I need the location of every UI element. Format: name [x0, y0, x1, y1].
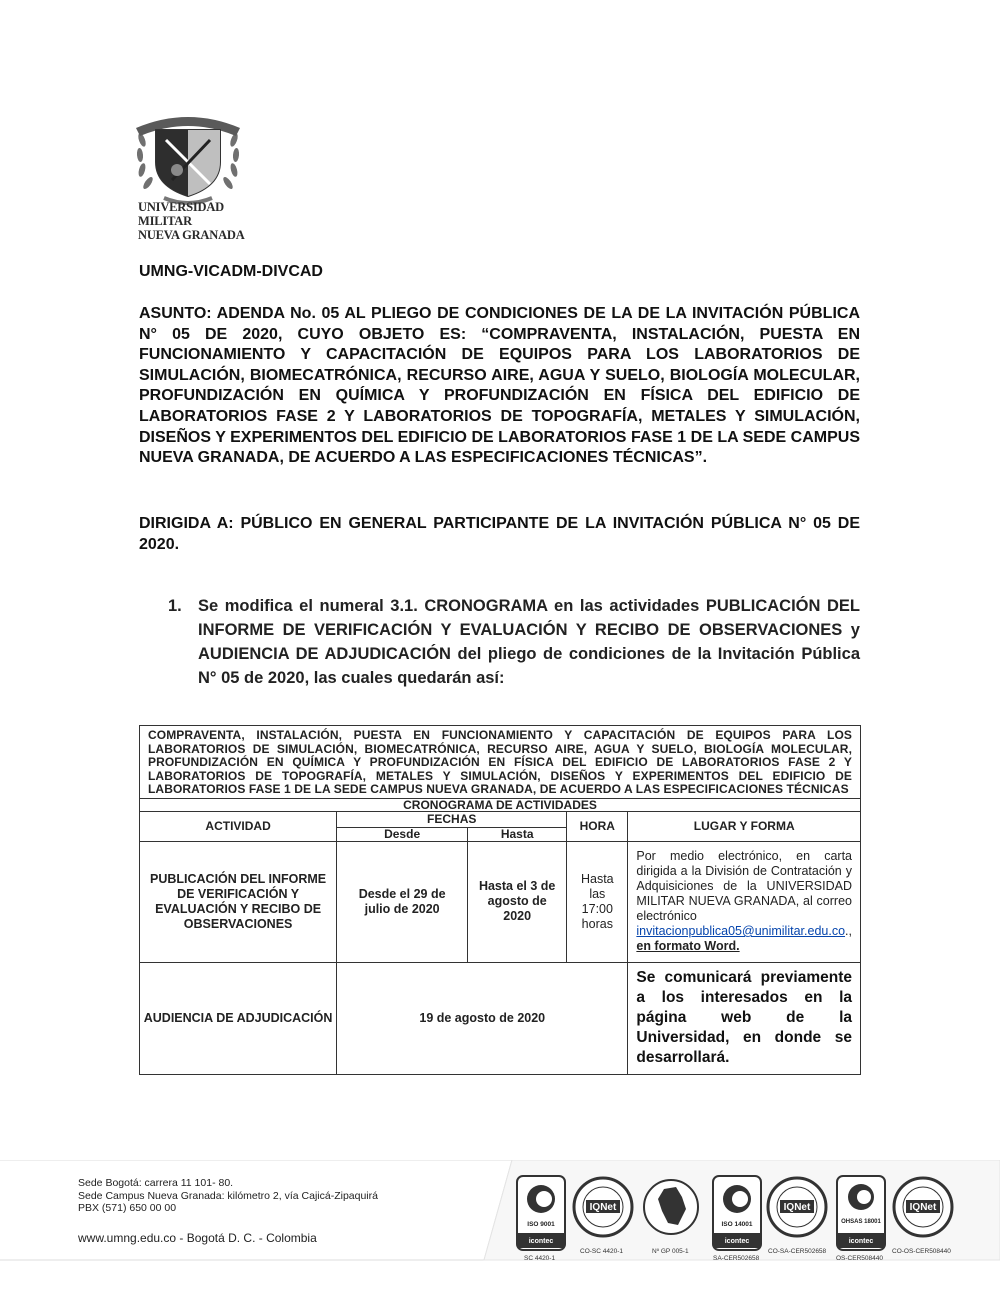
icontec-ohsas18001-icon — [836, 1175, 886, 1251]
certification-logos — [516, 1175, 956, 1265]
cert4-badge: ISO 14001 — [721, 1221, 753, 1228]
cert-code: OS-CER508440 — [836, 1255, 883, 1262]
cert6-badge: OHSAS 18001 — [841, 1219, 881, 1225]
iqnet-certified-icon — [766, 1175, 828, 1249]
cert-code: Nº GP 005-1 — [652, 1248, 689, 1255]
footer-line2: Sede Campus Nueva Granada: kilómetro 2, vía Cajicá-Zipaquirá — [78, 1189, 378, 1202]
table-row — [140, 841, 861, 962]
item-number: 1. — [168, 597, 182, 615]
subject-paragraph: ASUNTO: ADENDA No. 05 AL PLIEGO DE CONDICIONES DE LA DE LA INVITACIÓN PÚBLICA N° 05 DE 2020, CUYO OBJETO ES: “COMPRAVENTA, INSTALACIÓN, PUESTA EN FUNCIONAMIENTO Y CAPACITACIÓN DE EQUIPOS PARA LOS LABORATORIOS DE SIMULACIÓN, BIOMECATRÓNICA, RECURSO AIRE, AGUA Y SUELO, BIOLOGÍA MOLECULAR, PROFUNDIZACIÓN EN QUÍMICA Y PROFUNDIZACIÓN EN FÍSICA DEL EDIFICIO DE LABORATORIOS FASE 2 Y LABORATORIOS DE TOPOGRAFÍA, METALES Y SIMULACIÓN, DISEÑOS Y EXPERIMENTOS DEL EDIFICIO DE LABORATORIOS FASE 1 DE LA SEDE CAMPUS NUEVA GRANADA, DE ACUERDO A LAS ESPECIFICACIONES TÉCNICAS”. — [139, 305, 860, 467]
row2-fecha: 19 de agosto de 2020 — [337, 962, 628, 1074]
contact-email-link[interactable]: invitacionpublica05@unimilitar.edu.co — [636, 924, 846, 938]
numbered-item-1 — [168, 594, 860, 690]
row1-actividad: PUBLICACIÓN DEL INFORME DE VERIFICACIÓN Y EVALUACIÓN Y RECIBO DE OBSERVACIONES — [140, 841, 337, 962]
cert6-brand: icontec — [848, 1238, 874, 1245]
table-row — [140, 962, 861, 1074]
header-fechas: FECHAS — [337, 811, 567, 827]
row1-lugar — [628, 841, 861, 962]
row2-lugar: Se comunicará previamente a los interesados en la página web de la Universidad, en donde se desarrollará. — [628, 962, 861, 1074]
row1-hasta: Hasta el 3 de agosto de 2020 — [468, 841, 567, 962]
cert1-badge: ISO 9001 — [527, 1221, 555, 1228]
university-name-line1: UNIVERSIDAD MILITAR — [138, 200, 225, 228]
cert1-brand: icontec — [528, 1238, 554, 1245]
footer-line3: PBX (571) 650 00 00 — [78, 1202, 177, 1214]
row1-lugar-separator: ., — [845, 924, 852, 938]
colombia-map-cert-icon — [642, 1175, 700, 1249]
header-desde: Desde — [337, 827, 468, 841]
university-name — [138, 200, 258, 242]
cert-code: SC 4420-1 — [524, 1255, 556, 1262]
footer-line1: Sede Bogotá: carrera 11 101- 80. — [78, 1177, 234, 1189]
row1-lugar-text: Por medio electrónico, en carta dirigida a la División de Contratación y Adquisiciones de la UNIVERSIDAD MILITAR NUEVA GRANADA, al correo electrónico — [636, 849, 852, 923]
iqnet-certified-icon — [892, 1175, 954, 1249]
cert4-brand: icontec — [724, 1238, 750, 1245]
icontec-iso9001-icon — [516, 1175, 566, 1251]
row1-desde: Desde el 29 de julio de 2020 — [337, 841, 468, 962]
header-hora: HORA — [567, 811, 628, 841]
cert5-badge: IQNet — [783, 1202, 811, 1213]
row2-actividad: AUDIENCIA DE ADJUDICACIÓN — [140, 962, 337, 1074]
schedule-table — [139, 725, 861, 1075]
row1-hora: Hasta las 17:00 horas — [567, 841, 628, 962]
footer-address — [78, 1177, 378, 1215]
document-reference: UMNG-VICADM-DIVCAD — [139, 263, 323, 280]
header-actividad: ACTIVIDAD — [140, 811, 337, 841]
iqnet-certified-icon — [572, 1175, 634, 1249]
table-section-header: CRONOGRAMA DE ACTIVIDADES — [140, 798, 861, 811]
university-name-line2: NUEVA GRANADA — [138, 228, 245, 242]
footer-website: www.umng.edu.co - Bogotá D. C. - Colombia — [78, 1231, 317, 1245]
cert7-badge: IQNet — [909, 1202, 937, 1213]
cert-code: CO-SA-CER502658 — [768, 1248, 827, 1255]
cert-code: CO-SC 4420-1 — [580, 1248, 623, 1255]
table-title: COMPRAVENTA, INSTALACIÓN, PUESTA EN FUNCIONAMIENTO Y CAPACITACIÓN DE EQUIPOS PARA LOS LABORATORIOS DE SIMULACIÓN, BIOMECATRÓNICA, RECURSO AIRE, AGUA Y SUELO, BIOLOGÍA MOLECULAR, PROFUNDIZACIÓN EN QUÍMICA Y PROFUNDIZACIÓN EN FÍSICA DEL EDIFICIO DE LABORATORIOS FASE 2 Y LABORATORIOS DE TOPOGRAFÍA, METALES Y SIMULACIÓN, DISEÑOS Y EXPERIMENTOS DEL EDIFICIO DE LABORATORIOS FASE 1 DE LA SEDE CAMPUS NUEVA GRANADA, DE ACUERDO A LAS ESPECIFICACIONES TÉCNICAS — [140, 726, 861, 799]
cert2-badge: IQNet — [589, 1202, 617, 1213]
header-hasta: Hasta — [468, 827, 567, 841]
item-text: Se modifica el numeral 3.1. CRONOGRAMA en las actividades PUBLICACIÓN DEL INFORME DE VERIFICACIÓN Y EVALUACIÓN Y RECIBO DE OBSERVACIONES y AUDIENCIA DE ADJUDICACIÓN del pliego de condiciones de la Invitación Pública N° 05 de 2020, las cuales quedarán así: — [198, 597, 860, 687]
header-lugar: LUGAR Y FORMA — [628, 811, 861, 841]
cert-code: CO-OS-CER508440 — [892, 1248, 951, 1255]
row1-lugar-format: en formato Word. — [636, 939, 740, 953]
cert-code: SA-CER502658 — [713, 1255, 760, 1262]
addressee-paragraph: DIRIGIDA A: PÚBLICO EN GENERAL PARTICIPANTE DE LA INVITACIÓN PÚBLICA N° 05 DE 2020. — [139, 515, 860, 553]
icontec-iso14001-icon — [712, 1175, 762, 1251]
